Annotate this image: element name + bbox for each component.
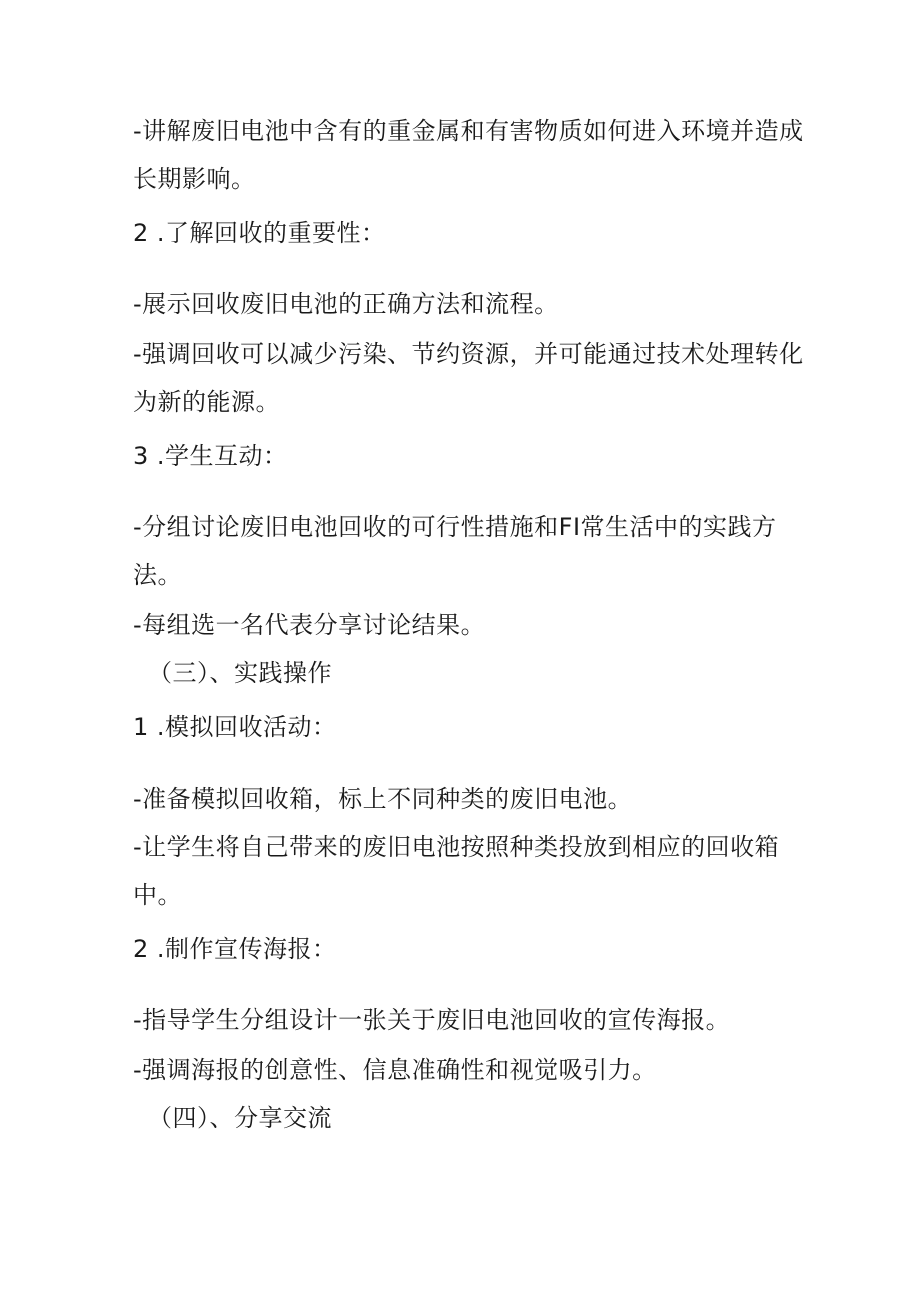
body-text-line: -分组讨论废旧电池回收的可行性措施和FI常生活中的实践方: [133, 513, 777, 541]
body-text-line: 中。: [133, 881, 182, 909]
section-heading: （三）、实践操作: [148, 659, 332, 687]
section-heading: （四）、分享交流: [148, 1104, 332, 1132]
body-text-line: 法。: [133, 561, 182, 589]
body-text-line: -展示回收废旧电池的正确方法和流程。: [133, 290, 559, 318]
body-text-line: -强调回收可以减少污染、节约资源，并可能通过技术处理转化: [133, 340, 804, 368]
body-text-line: -指导学生分组设计一张关于废旧电池回收的宣传海报。: [133, 1006, 731, 1034]
list-heading: 1 .模拟回收活动：: [133, 713, 337, 741]
list-heading: 3 .学生互动：: [133, 442, 288, 470]
body-text-line: -每组选一名代表分享讨论结果。: [133, 611, 486, 639]
list-heading: 2 .了解回收的重要性：: [133, 219, 386, 247]
body-text-line: -让学生将自己带来的废旧电池按照种类投放到相应的回收箱: [133, 833, 780, 861]
body-text-line: -讲解废旧电池中含有的重金属和有害物质如何进入环境并造成: [133, 117, 804, 145]
list-heading: 2 .制作宣传海报：: [133, 935, 337, 963]
body-text-line: -准备模拟回收箱，标上不同种类的废旧电池。: [133, 785, 633, 813]
body-text-line: 为新的能源。: [133, 388, 280, 416]
body-text-line: -强调海报的创意性、信息准确性和视觉吸引力。: [133, 1056, 657, 1084]
body-text-line: 长期影响。: [133, 165, 256, 193]
